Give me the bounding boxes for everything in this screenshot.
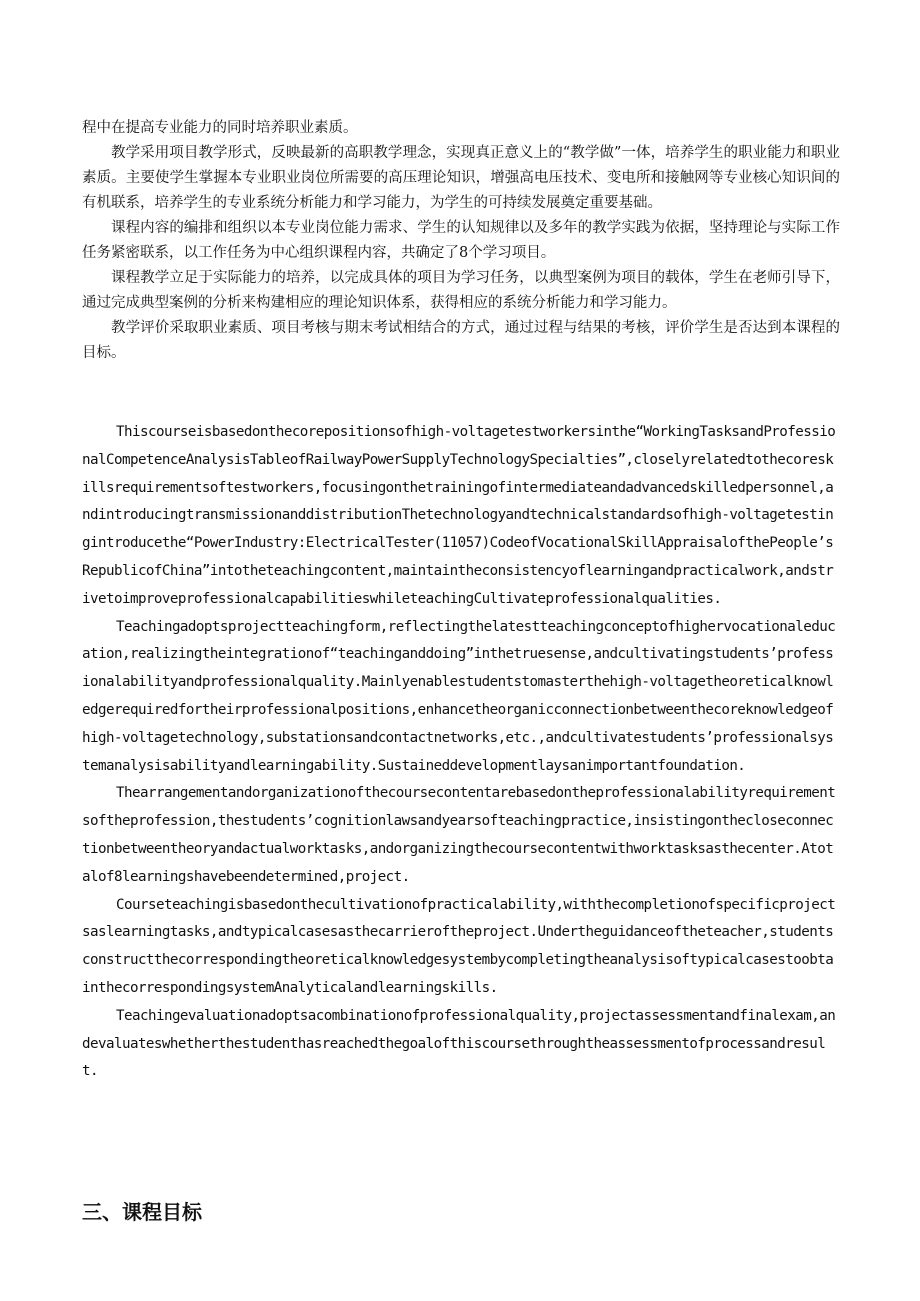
paragraph-spacer — [82, 366, 840, 419]
chinese-paragraph-evaluation: 教学评价采取职业素质、项目考核与期末考试相结合的方式，通过过程与结果的考核，评价学生是否达到本课程的目标。 — [82, 320, 840, 361]
english-paragraph-course-teaching: Courseteachingisbasedonthecultivationofpracticalability,withthecompletionofspecificprojectsaslearningtasks,andtypicalcasesasthecarrieroftheproject.Undertheguidanceoftheteacher,studentsconstructthecorrespondingtheoreticalknowledgesystembycompletingtheanalysisoftypicalcasestoobtainthecorrespondingsystemAnalyticalandlearningskills. — [82, 896, 836, 996]
english-paragraph-course-basis: Thiscourseisbasedonthecorepositionsofhigh-voltagetestworkersinthe“WorkingTasksandProfessionalCompetenceAnalysisTableofRailwayPowerSupplyTechnologySpecialties”,closelyrelatedtothecoreskillsrequirementsoftestworkers,focusingonthetrainingofintermediateandadvancedskilledpersonnel,andintroducingtransmissionanddistributionThetechnologyandtechnicalstandardsofhigh-voltagetestingintroducethe“PowerIndustry:ElectricalTester(11057)CodeofVocationalSkillAppraisalofthePeople’sRepublicofChina”intotheteachingcontent,maintaintheconsistencyoflearningandpracticalwork,andstrivetoimproveprofessionalcapabilitieswhileteachingCultivateprofessionalqualities. — [82, 424, 836, 607]
chinese-paragraph-course-teaching: 课程教学立足于实际能力的培养，以完成具体的项目为学习任务，以典型案例为项目的载体，学生在老师引导下，通过完成典型案例的分析来构建相应的理论知识体系，获得相应的系统分析能力和学习能力。 — [82, 270, 840, 311]
english-paragraph-evaluation: Teachingevaluationadoptsacombinationofprofessionalquality,projectassessmentandfinalexam,andevaluateswhetherthestudenthasreachedthegoalofthiscoursethroughtheassessmentofprocessandresult. — [82, 1007, 836, 1080]
chinese-paragraph-course-content: 课程内容的编排和组织以本专业岗位能力需求、学生的认知规律以及多年的教学实践为依据，坚持理论与实际工作任务紧密联系，以工作任务为中心组织课程内容，共确定了8个学习项目。 — [82, 220, 840, 261]
chinese-paragraph-teaching-form: 教学采用项目教学形式，反映最新的高职教学理念，实现真正意义上的“教学做”一体，培养学生的职业能力和职业素质。主要使学生掌握本专业职业岗位所需要的高压理论知识，增强高电压技术、变电所和接触网等专业核心知识间的有机联系，培养学生的专业系统分析能力和学习能力，为学生的可持续发展奠定重要基础。 — [82, 145, 840, 211]
chinese-paragraph-continuation: 程中在提高专业能力的同时培养职业素质。 — [82, 120, 358, 136]
english-paragraph-course-content: Thearrangementandorganizationofthecoursecontentarebasedontheprofessionalabilityrequirementsoftheprofession,thestudents’cognitionlawsandyearsofteachingpractice,insistingonthecloseconnectionbetweentheoryandactualworktasks,andorganizingthecoursecontentwithworktasksasthecenter.Atotalof8learningshavebeendetermined,project. — [82, 785, 836, 885]
english-paragraph-teaching-form: Teachingadoptsprojectteachingform,reflectingthelatestteachingconceptofhighervocationaleducation,realizingtheintegrationof“teachinganddoing”inthetruesense,andcultivatingstudents’professionalabilityandprofessionalquality.Mainlyenablestudentstomasterthehigh-voltagetheoreticalknowledgerequiredfortheirprofessionalpositions,enhancetheorganicconnectionbetweenthecoreknowledgeofhigh-voltagetechnology,substationsandcontactnetworks,etc.,andcultivatestudents’professionalsystemanalysisabilityandlearningability.Sustaineddevelopmentlaysanimportantfoundation. — [82, 618, 836, 774]
section-heading-course-objectives: 三、课程目标 — [82, 1200, 202, 1224]
document-body — [82, 116, 840, 1086]
